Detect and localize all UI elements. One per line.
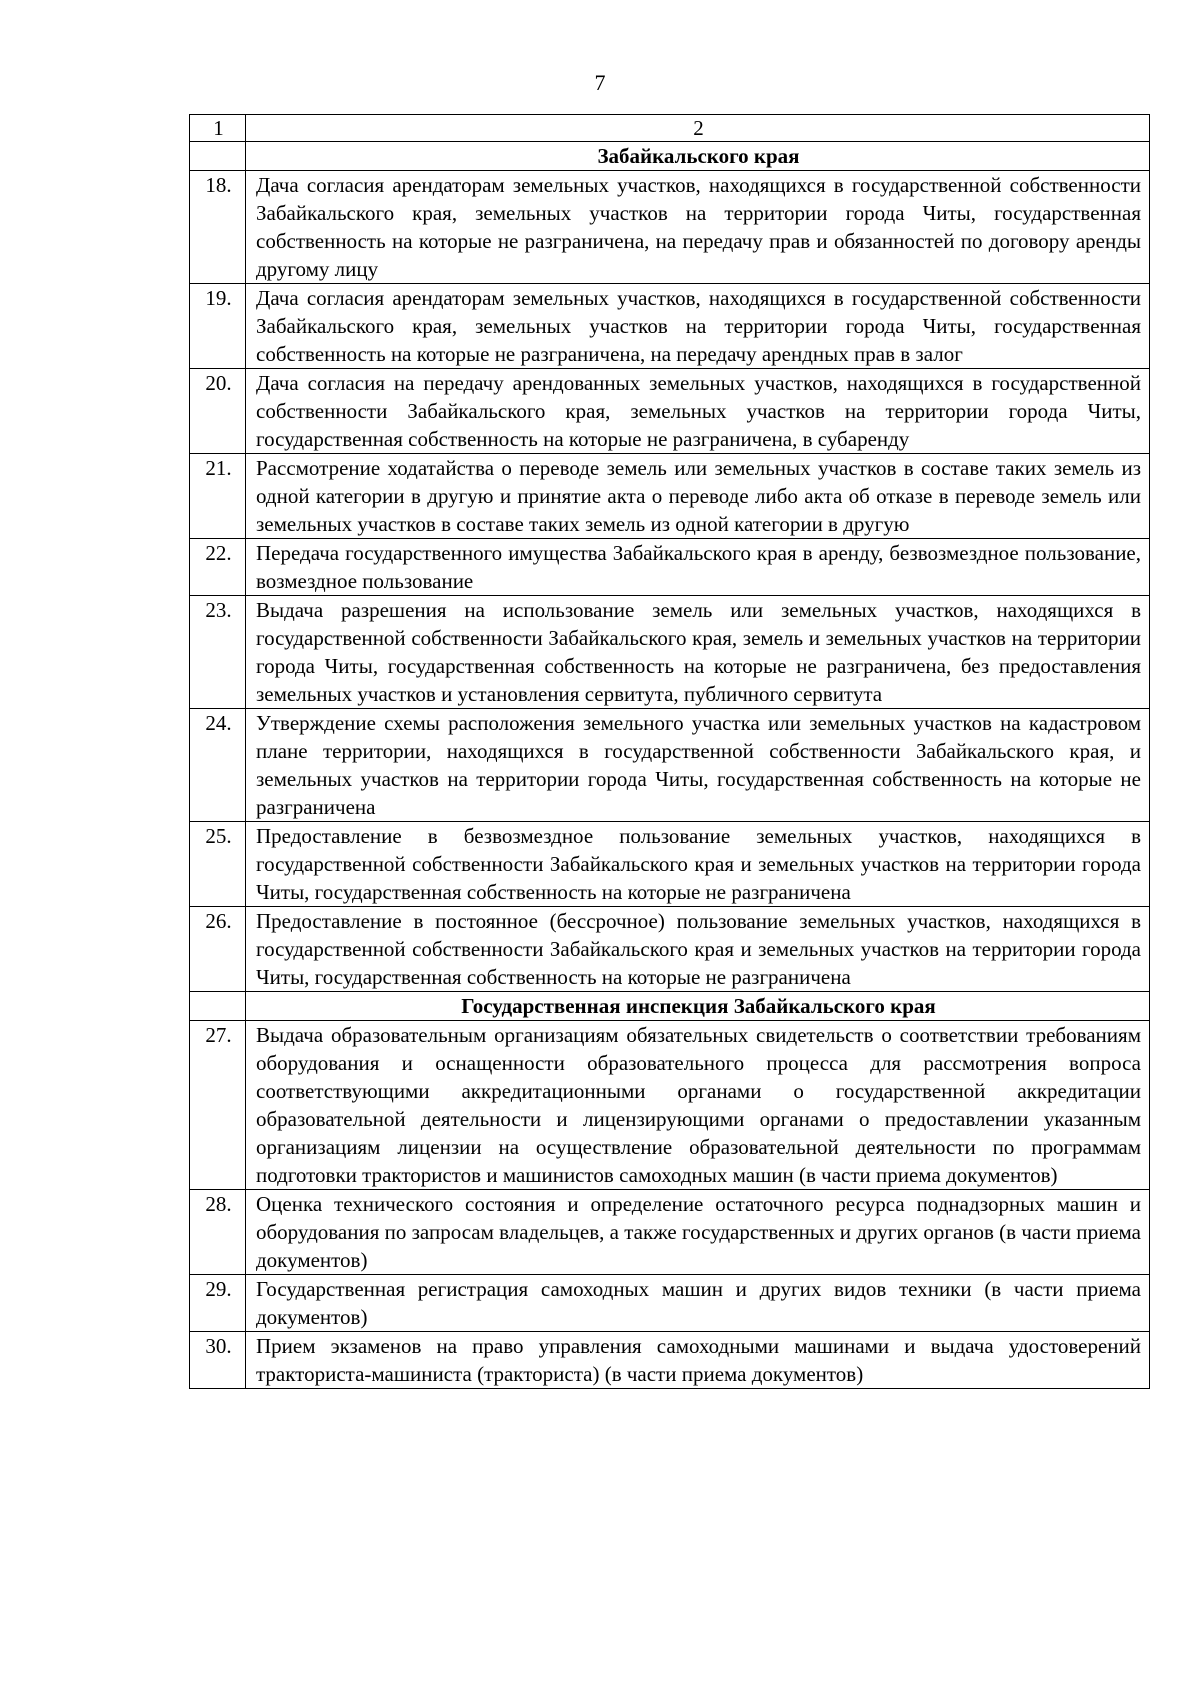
- row-text: Предоставление в безвозмездное пользование земельных участков, находящихся в государственной собственности Забайкальского края и земельных участков на территории города Читы, государственная собственность на которые не разграничена: [246, 822, 1150, 907]
- table-row: [190, 369, 1150, 454]
- row-number: 27.: [190, 1021, 246, 1190]
- table-row: [190, 1021, 1150, 1190]
- row-text: Дача согласия арендаторам земельных участков, находящихся в государственной собственности Забайкальского края, земельных участков на территории города Читы, государственная собственность на которые не разграничена, на передачу арендных прав в залог: [246, 284, 1150, 369]
- row-text: Выдача разрешения на использование земель или земельных участков, находящихся в государственной собственности Забайкальского края, земель и земельных участков на территории города Читы, государственная собственность на которые не разграничена, без предоставления земельных участков и установления сервитута, публичного сервитута: [246, 596, 1150, 709]
- table-row: [190, 1275, 1150, 1332]
- header-col-1: 1: [190, 115, 246, 142]
- row-text: Выдача образовательным организациям обязательных свидетельств о соответствии требованиям оборудования и оснащенности образовательного процесса для рассмотрения вопроса соответствующими аккредитационными органами о государственной аккредитации образовательной деятельности и лицензирующими органами о предоставлении указанным организациям лицензии на осуществление образовательной деятельности по программам подготовки трактористов и машинистов самоходных машин (в части приема документов): [246, 1021, 1150, 1190]
- row-number: 23.: [190, 596, 246, 709]
- row-text: Государственная регистрация самоходных машин и других видов техники (в части приема документов): [246, 1275, 1150, 1332]
- row-text: Передача государственного имущества Забайкальского края в аренду, безвозмездное пользование, возмездное пользование: [246, 539, 1150, 596]
- row-number: 18.: [190, 171, 246, 284]
- table-row: [190, 539, 1150, 596]
- row-number: 25.: [190, 822, 246, 907]
- row-number: 28.: [190, 1190, 246, 1275]
- row-text: Прием экзаменов на право управления самоходными машинами и выдача удостоверений тракториста-машиниста (тракториста) (в части приема документов): [246, 1332, 1150, 1389]
- row-text: Предоставление в постоянное (бессрочное) пользование земельных участков, находящихся в государственной собственности Забайкальского края и земельных участков на территории города Читы, государственная собственность на которые не разграничена: [246, 907, 1150, 992]
- section-title: Государственная инспекция Забайкальского края: [246, 992, 1150, 1021]
- row-text: Дача согласия арендаторам земельных участков, находящихся в государственной собственности Забайкальского края, земельных участков на территории города Читы, государственная собственность на которые не разграничена, на передачу прав и обязанностей по договору аренды другому лицу: [246, 171, 1150, 284]
- table-row: [190, 596, 1150, 709]
- table-row: [190, 284, 1150, 369]
- header-col-2: 2: [246, 115, 1150, 142]
- row-number: 22.: [190, 539, 246, 596]
- row-number-cell: [190, 992, 246, 1021]
- table-row: [190, 1332, 1150, 1389]
- table-row: [190, 1190, 1150, 1275]
- page-number: 7: [594, 70, 606, 95]
- row-text: Рассмотрение ходатайства о переводе земель или земельных участков в составе таких земель из одной категории в другую и принятие акта о переводе либо акта об отказе в переводе земель или земельных участков в составе таких земель из одной категории в другую: [246, 454, 1150, 539]
- table-row: [190, 709, 1150, 822]
- row-number-cell: [190, 142, 246, 171]
- section-row: [190, 142, 1150, 171]
- row-number: 19.: [190, 284, 246, 369]
- row-number: 24.: [190, 709, 246, 822]
- table-row: [190, 454, 1150, 539]
- row-number: 29.: [190, 1275, 246, 1332]
- services-table: [189, 114, 1150, 1389]
- table-row: [190, 907, 1150, 992]
- row-number: 26.: [190, 907, 246, 992]
- table-row: [190, 822, 1150, 907]
- row-number: 30.: [190, 1332, 246, 1389]
- row-number: 20.: [190, 369, 246, 454]
- row-text: Оценка технического состояния и определение остаточного ресурса поднадзорных машин и оборудования по запросам владельцев, а также государственных и других органов (в части приема документов): [246, 1190, 1150, 1275]
- table-header-row: [190, 115, 1150, 142]
- section-title: Забайкальского края: [246, 142, 1150, 171]
- row-number: 21.: [190, 454, 246, 539]
- table-row: [190, 171, 1150, 284]
- row-text: Дача согласия на передачу арендованных земельных участков, находящихся в государственной собственности Забайкальского края, земельных участков на территории города Читы, государственная собственность на которые не разграничена, в субаренду: [246, 369, 1150, 454]
- row-text: Утверждение схемы расположения земельного участка или земельных участков на кадастровом плане территории, находящихся в государственной собственности Забайкальского края, и земельных участков на территории города Читы, государственная собственность на которые не разграничена: [246, 709, 1150, 822]
- section-row: [190, 992, 1150, 1021]
